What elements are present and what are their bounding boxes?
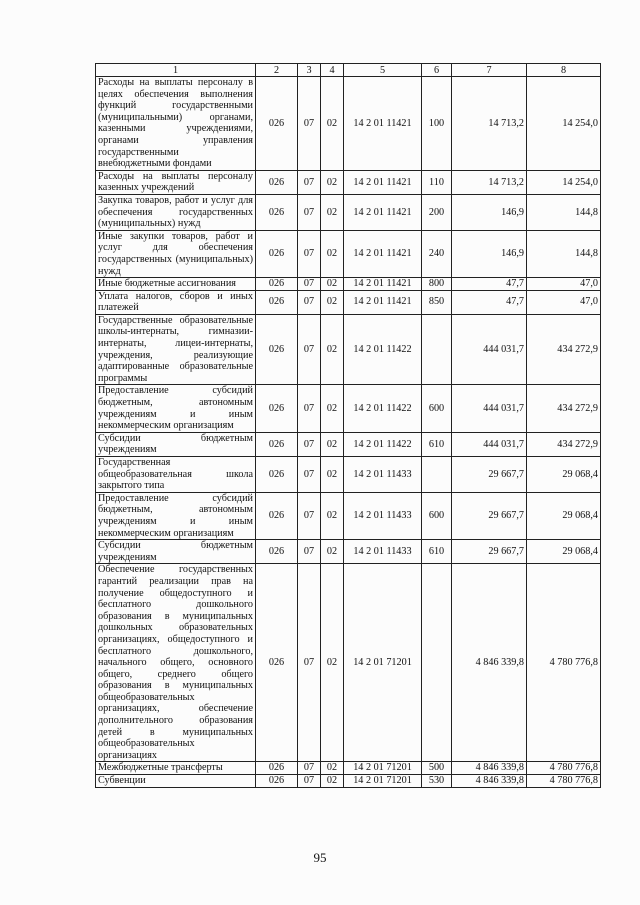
amount-year1-cell: 146,9	[452, 194, 527, 230]
section-cell: 07	[298, 564, 321, 762]
expense-type-cell: 850	[422, 290, 452, 314]
table-row	[96, 77, 601, 171]
section-cell: 07	[298, 77, 321, 171]
row-name-cell: Уплата налогов, сборов и иных платежей	[96, 290, 256, 314]
amount-year2-cell: 47,0	[527, 290, 601, 314]
subsection-cell: 02	[321, 762, 344, 775]
amount-year1-cell: 29 667,7	[452, 457, 527, 493]
subsection-cell: 02	[321, 492, 344, 539]
amount-year1-cell: 47,7	[452, 290, 527, 314]
expense-type-cell	[422, 564, 452, 762]
target-article-cell: 14 2 01 11421	[344, 278, 422, 291]
expense-type-cell: 100	[422, 77, 452, 171]
table-row	[96, 492, 601, 539]
amount-year1-cell: 4 846 339,8	[452, 564, 527, 762]
amount-year2-cell: 4 780 776,8	[527, 775, 601, 788]
expense-type-cell	[422, 314, 452, 385]
subsection-cell: 02	[321, 385, 344, 432]
admin-code-cell: 026	[256, 492, 298, 539]
admin-code-cell: 026	[256, 230, 298, 277]
row-name-cell: Закупка товаров, работ и услуг для обеспечения государственных (муниципальных) нужд	[96, 194, 256, 230]
amount-year1-cell: 444 031,7	[452, 385, 527, 432]
target-article-cell: 14 2 01 11422	[344, 432, 422, 456]
header-cell: 4	[321, 64, 344, 77]
table-header-row	[96, 64, 601, 77]
target-article-cell: 14 2 01 71201	[344, 775, 422, 788]
row-name-cell: Расходы на выплаты персоналу в целях обеспечения выполнения функций государственными (муниципальными) органами, казенными учреждениями, органами управления государственными внебюджетными фондами	[96, 77, 256, 171]
table-row	[96, 194, 601, 230]
subsection-cell: 02	[321, 278, 344, 291]
target-article-cell: 14 2 01 11433	[344, 457, 422, 493]
amount-year2-cell: 434 272,9	[527, 432, 601, 456]
row-name-cell: Государственные образовательные школы-интернаты, гимназии-интернаты, лицеи-интернаты, учреждения, реализующие адаптированные образовательные программы	[96, 314, 256, 385]
row-name-cell: Иные закупки товаров, работ и услуг для обеспечения государственных (муниципальных) нужд	[96, 230, 256, 277]
subsection-cell: 02	[321, 564, 344, 762]
amount-year2-cell: 29 068,4	[527, 540, 601, 564]
admin-code-cell: 026	[256, 775, 298, 788]
table-row	[96, 170, 601, 194]
amount-year2-cell: 29 068,4	[527, 457, 601, 493]
subsection-cell: 02	[321, 432, 344, 456]
amount-year2-cell: 14 254,0	[527, 170, 601, 194]
target-article-cell: 14 2 01 11421	[344, 194, 422, 230]
target-article-cell: 14 2 01 11422	[344, 314, 422, 385]
expense-type-cell	[422, 457, 452, 493]
admin-code-cell: 026	[256, 457, 298, 493]
section-cell: 07	[298, 278, 321, 291]
row-name-cell: Государственная общеобразовательная школа закрытого типа	[96, 457, 256, 493]
expense-type-cell: 200	[422, 194, 452, 230]
amount-year2-cell: 144,8	[527, 194, 601, 230]
row-name-cell: Иные бюджетные ассигнования	[96, 278, 256, 291]
expense-type-cell: 110	[422, 170, 452, 194]
expense-type-cell: 530	[422, 775, 452, 788]
section-cell: 07	[298, 385, 321, 432]
table-row	[96, 314, 601, 385]
section-cell: 07	[298, 457, 321, 493]
target-article-cell: 14 2 01 71201	[344, 762, 422, 775]
table-row	[96, 278, 601, 291]
admin-code-cell: 026	[256, 290, 298, 314]
row-name-cell: Межбюджетные трансферты	[96, 762, 256, 775]
row-name-cell: Обеспечение государственных гарантий реализации прав на получение общедоступного и бесплатного дошкольного образования в муниципальных дошкольных образовательных организациях, общедоступного и бесплатного дошкольного, начального общего, основного общего, среднего общего образования в муниципальных общеобразовательных организациях, обеспечение дополнительного образования детей в муниципальных общеобразовательных организациях	[96, 564, 256, 762]
table-row	[96, 290, 601, 314]
section-cell: 07	[298, 432, 321, 456]
expense-type-cell: 500	[422, 762, 452, 775]
table-row	[96, 230, 601, 277]
section-cell: 07	[298, 492, 321, 539]
row-name-cell: Субсидии бюджетным учреждениям	[96, 432, 256, 456]
row-name-cell: Расходы на выплаты персоналу казенных учреждений	[96, 170, 256, 194]
subsection-cell: 02	[321, 540, 344, 564]
header-cell: 7	[452, 64, 527, 77]
subsection-cell: 02	[321, 170, 344, 194]
subsection-cell: 02	[321, 194, 344, 230]
target-article-cell: 14 2 01 11421	[344, 290, 422, 314]
admin-code-cell: 026	[256, 77, 298, 171]
header-cell: 3	[298, 64, 321, 77]
row-name-cell: Субсидии бюджетным учреждениям	[96, 540, 256, 564]
target-article-cell: 14 2 01 11422	[344, 385, 422, 432]
row-name-cell: Предоставление субсидий бюджетным, автономным учреждениям и иным некоммерческим организациям	[96, 385, 256, 432]
section-cell: 07	[298, 230, 321, 277]
header-cell: 5	[344, 64, 422, 77]
amount-year1-cell: 29 667,7	[452, 492, 527, 539]
amount-year2-cell: 434 272,9	[527, 314, 601, 385]
subsection-cell: 02	[321, 290, 344, 314]
subsection-cell: 02	[321, 77, 344, 171]
admin-code-cell: 026	[256, 540, 298, 564]
table-row	[96, 564, 601, 762]
table-row	[96, 540, 601, 564]
section-cell: 07	[298, 314, 321, 385]
section-cell: 07	[298, 290, 321, 314]
target-article-cell: 14 2 01 11433	[344, 492, 422, 539]
amount-year1-cell: 14 713,2	[452, 170, 527, 194]
admin-code-cell: 026	[256, 385, 298, 432]
row-name-cell: Предоставление субсидий бюджетным, автономным учреждениям и иным некоммерческим организациям	[96, 492, 256, 539]
section-cell: 07	[298, 762, 321, 775]
amount-year1-cell: 146,9	[452, 230, 527, 277]
section-cell: 07	[298, 775, 321, 788]
admin-code-cell: 026	[256, 170, 298, 194]
expense-type-cell: 240	[422, 230, 452, 277]
expense-type-cell: 610	[422, 540, 452, 564]
admin-code-cell: 026	[256, 278, 298, 291]
subsection-cell: 02	[321, 230, 344, 277]
amount-year1-cell: 444 031,7	[452, 314, 527, 385]
amount-year1-cell: 47,7	[452, 278, 527, 291]
target-article-cell: 14 2 01 11421	[344, 170, 422, 194]
amount-year1-cell: 4 846 339,8	[452, 775, 527, 788]
page-number: 95	[313, 850, 327, 865]
target-article-cell: 14 2 01 11433	[344, 540, 422, 564]
subsection-cell: 02	[321, 775, 344, 788]
section-cell: 07	[298, 170, 321, 194]
subsection-cell: 02	[321, 314, 344, 385]
amount-year2-cell: 14 254,0	[527, 77, 601, 171]
section-cell: 07	[298, 194, 321, 230]
subsection-cell: 02	[321, 457, 344, 493]
amount-year1-cell: 29 667,7	[452, 540, 527, 564]
header-cell: 8	[527, 64, 601, 77]
amount-year1-cell: 444 031,7	[452, 432, 527, 456]
table-row	[96, 457, 601, 493]
table-row	[96, 385, 601, 432]
amount-year1-cell: 14 713,2	[452, 77, 527, 171]
header-cell: 6	[422, 64, 452, 77]
expense-type-cell: 800	[422, 278, 452, 291]
expense-type-cell: 610	[422, 432, 452, 456]
admin-code-cell: 026	[256, 314, 298, 385]
budget-table	[95, 63, 601, 788]
header-cell: 1	[96, 64, 256, 77]
amount-year2-cell: 434 272,9	[527, 385, 601, 432]
expense-type-cell: 600	[422, 385, 452, 432]
table-row	[96, 762, 601, 775]
target-article-cell: 14 2 01 11421	[344, 230, 422, 277]
target-article-cell: 14 2 01 11421	[344, 77, 422, 171]
admin-code-cell: 026	[256, 564, 298, 762]
admin-code-cell: 026	[256, 432, 298, 456]
row-name-cell: Субвенции	[96, 775, 256, 788]
table-row	[96, 432, 601, 456]
amount-year1-cell: 4 846 339,8	[452, 762, 527, 775]
table-row	[96, 775, 601, 788]
admin-code-cell: 026	[256, 194, 298, 230]
admin-code-cell: 026	[256, 762, 298, 775]
amount-year2-cell: 4 780 776,8	[527, 564, 601, 762]
amount-year2-cell: 144,8	[527, 230, 601, 277]
amount-year2-cell: 29 068,4	[527, 492, 601, 539]
target-article-cell: 14 2 01 71201	[344, 564, 422, 762]
expense-type-cell: 600	[422, 492, 452, 539]
amount-year2-cell: 47,0	[527, 278, 601, 291]
header-cell: 2	[256, 64, 298, 77]
amount-year2-cell: 4 780 776,8	[527, 762, 601, 775]
section-cell: 07	[298, 540, 321, 564]
